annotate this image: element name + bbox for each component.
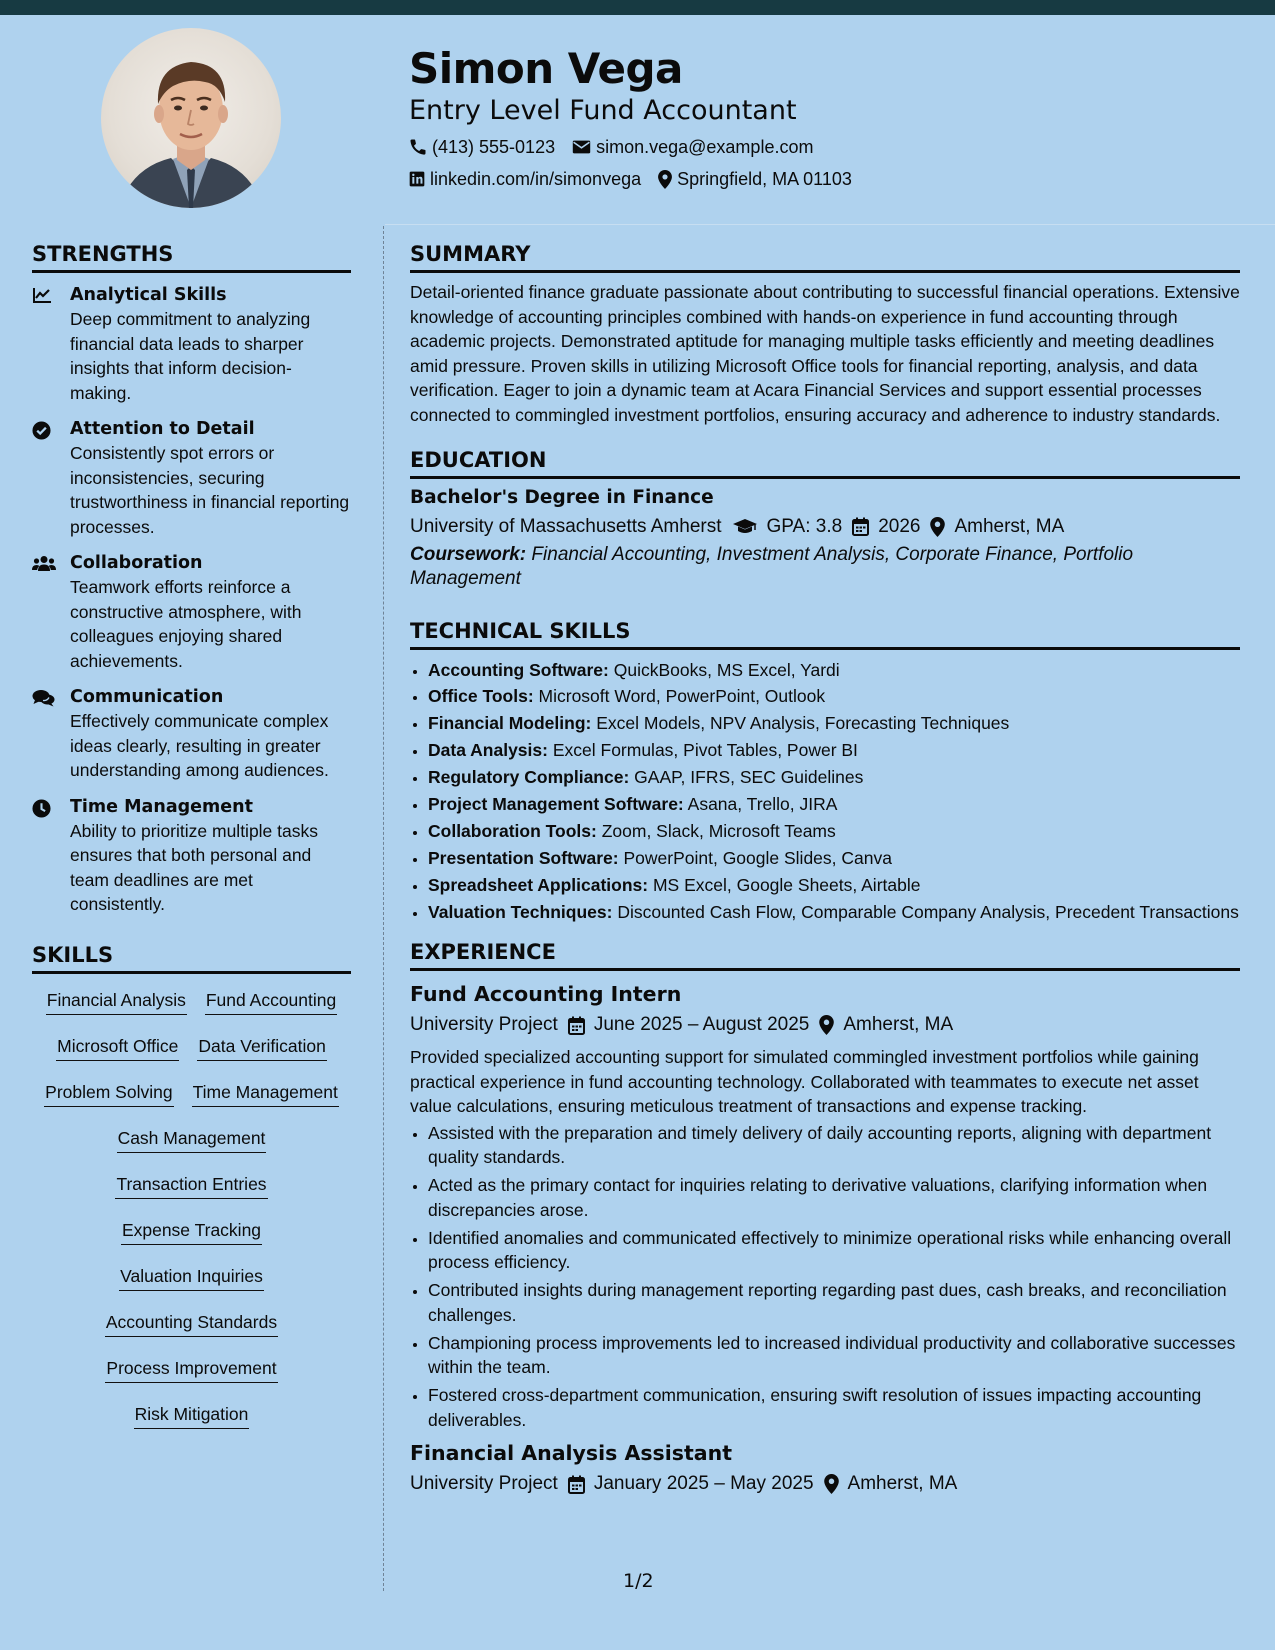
technical-skills-list	[410, 658, 1240, 925]
date-range: January 2025 – May 2025	[593, 1473, 814, 1495]
skill-tag: Expense Tracking	[121, 1218, 262, 1245]
calendar-icon	[568, 1016, 585, 1035]
list-item	[428, 846, 1240, 871]
linkedin-url: linkedin.com/in/simonvega	[430, 168, 642, 189]
list-item: • Assisted with the preparation and timely delivery of daily accounting reports, aligning with department quality standards.	[428, 1121, 1240, 1170]
skill-tag: Time Management	[192, 1080, 339, 1107]
skill-tag: Risk Mitigation	[134, 1402, 250, 1429]
strength-item	[32, 551, 351, 673]
strength-description: Ability to prioritize multiple tasks ensures that both personal and team deadlines are met consistently.	[70, 820, 318, 914]
chart-line-icon	[32, 283, 70, 309]
list-item	[428, 873, 1240, 898]
map-pin-icon	[824, 1474, 839, 1494]
strength-description: Effectively communicate complex ideas clearly, resulting in greater understanding among audiences.	[70, 711, 329, 780]
school-name: University of Massachusetts Amherst	[410, 515, 722, 537]
skill-category: Project Management Software:	[428, 794, 684, 815]
list-item	[428, 738, 1240, 763]
candidate-name: Simon Vega	[409, 44, 683, 93]
linkedin-icon	[409, 171, 425, 187]
skill-values: Asana, Trello, JIRA	[687, 794, 838, 815]
skill-values: Zoom, Slack, Microsoft Teams	[601, 820, 836, 841]
location-text: Springfield, MA 01103	[677, 168, 852, 189]
skill-tag: Accounting Standards	[105, 1310, 278, 1337]
skill-tag: Financial Analysis	[46, 988, 187, 1015]
date-range: June 2025 – August 2025	[593, 1014, 810, 1036]
map-pin-icon	[819, 1015, 834, 1035]
gpa-value: GPA: 3.8	[766, 515, 843, 537]
top-accent-bar	[0, 0, 1275, 15]
skill-tag: Fund Accounting	[205, 988, 337, 1015]
summary-heading: SUMMARY	[410, 238, 1240, 273]
skill-category: Regulatory Compliance:	[428, 767, 630, 788]
skill-category: Spreadsheet Applications:	[428, 874, 649, 895]
position-location: Amherst, MA	[843, 1014, 954, 1036]
list-item: • Fostered cross-department communication, ensuring swift resolution of issues impacting accounting deliverables.	[428, 1383, 1240, 1432]
skill-values: Discounted Cash Flow, Comparable Company Analysis, Precedent Transactions	[617, 901, 1239, 922]
strength-description: Consistently spot errors or inconsistencies, securing trustworthiness in financial reporting processes.	[70, 443, 350, 537]
skill-tag: Valuation Inquiries	[119, 1264, 264, 1291]
skills-heading: SKILLS	[32, 939, 351, 974]
phone-icon	[409, 138, 427, 156]
strength-title: Time Management	[70, 796, 253, 817]
summary-text: Detail-oriented finance graduate passionate about contributing to successful financial operations. Extensive knowledge of accounting principles combined with hands-on experience in fund accounting through academic projects. Demonstrated aptitude for managing multiple tasks efficiently and meeting deadlines amid pressure. Proven skills in utilizing Microsoft Office tools for financial reporting, analysis, and data verification. Eager to join a dynamic team at Acara Financial Services and support essential processes connected to commingled investment portfolios, ensuring accuracy and adherence to industry standards.	[410, 282, 1240, 425]
strength-item	[32, 417, 351, 539]
strength-title: Analytical Skills	[70, 285, 227, 305]
skills-list	[32, 988, 351, 1448]
degree-name: Bachelor's Degree in Finance	[410, 486, 714, 508]
column-divider	[383, 226, 384, 1591]
coursework-label: Coursework:	[410, 543, 527, 565]
graduation-year: 2026	[878, 515, 921, 537]
position-description: Provided specialized accounting support for simulated commingled investment portfolios while gaining practical experience in fund accounting technology. Collaborated with teammates to execute net asset value calculations, ensuring meticulous treatment of transactions and expense tracking.	[410, 1047, 1199, 1117]
position-location: Amherst, MA	[847, 1473, 958, 1495]
list-item	[428, 658, 1240, 683]
skill-values: GAAP, IFRS, SEC Guidelines	[634, 767, 864, 788]
strength-title: Collaboration	[70, 553, 203, 573]
location-contact	[658, 169, 852, 190]
skill-category: Accounting Software:	[428, 659, 609, 680]
linkedin-contact[interactable]	[409, 169, 641, 190]
experience-section	[410, 936, 1240, 1500]
skill-tag: Cash Management	[117, 1126, 267, 1153]
experience-entry	[410, 979, 1240, 1432]
strength-item	[32, 795, 351, 917]
phone-contact[interactable]	[409, 137, 555, 158]
skill-tag: Transaction Entries	[115, 1172, 267, 1199]
list-item	[428, 765, 1240, 790]
map-pin-icon	[930, 517, 945, 537]
strength-description: Teamwork efforts reinforce a constructive atmosphere, with colleagues enjoying shared achievements.	[70, 577, 302, 671]
strength-title: Attention to Detail	[70, 419, 255, 439]
skill-values: QuickBooks, MS Excel, Yardi	[613, 659, 840, 680]
skill-values: PowerPoint, Google Slides, Canva	[623, 847, 892, 868]
skill-tag: Microsoft Office	[56, 1034, 179, 1061]
position-title: Financial Analysis Assistant	[410, 1441, 733, 1466]
skill-category: Collaboration Tools:	[428, 820, 597, 841]
education-section	[410, 444, 1240, 591]
list-item	[428, 684, 1240, 709]
left-column	[32, 238, 351, 1448]
strength-title: Communication	[70, 687, 224, 707]
list-item: • Identified anomalies and communicated effectively to minimize operational risks while enhancing overall process efficiency.	[428, 1226, 1240, 1275]
contact-row-2	[409, 163, 869, 195]
technical-skills-section	[410, 615, 1240, 925]
coursework-list: Financial Accounting, Investment Analysis, Corporate Finance, Portfolio Management	[410, 543, 1134, 589]
list-item	[428, 711, 1240, 736]
header-divider	[385, 224, 1275, 225]
list-item: • Contributed insights during management reporting regarding past dues, cash breaks, and reconciliation challenges.	[428, 1278, 1240, 1327]
calendar-icon	[568, 1475, 585, 1494]
contact-row-1	[409, 131, 869, 163]
achievement-list	[410, 1121, 1240, 1433]
experience-heading: EXPERIENCE	[410, 936, 1240, 971]
clock-icon	[32, 795, 70, 823]
list-item	[428, 819, 1240, 844]
users-icon	[32, 551, 70, 577]
skill-tag: Problem Solving	[44, 1080, 173, 1107]
position-meta	[410, 1468, 1240, 1500]
skill-category: Valuation Techniques:	[428, 901, 613, 922]
right-column	[410, 238, 1240, 1500]
list-item: • Championing process improvements led to increased individual productivity and collaborative successes within the team.	[428, 1331, 1240, 1380]
strength-item	[32, 685, 351, 783]
list-item	[428, 900, 1240, 925]
graduation-cap-icon	[732, 518, 758, 536]
skill-category: Office Tools:	[428, 686, 534, 707]
skill-category: Presentation Software:	[428, 847, 619, 868]
strengths-heading: STRENGTHS	[32, 238, 351, 273]
coursework	[410, 543, 1240, 591]
check-circle-icon	[32, 417, 70, 445]
position-meta	[410, 1009, 1240, 1041]
organization: University Project	[410, 1473, 558, 1495]
skill-values: MS Excel, Google Sheets, Airtable	[652, 874, 921, 895]
map-pin-icon	[658, 170, 672, 189]
position-title: Fund Accounting Intern	[410, 982, 682, 1007]
calendar-icon	[852, 517, 869, 536]
list-item: • Acted as the primary contact for inquiries relating to derivative valuations, clarifying information when discrepancies arose.	[428, 1173, 1240, 1222]
skill-category: Data Analysis:	[428, 740, 548, 761]
strength-item	[32, 283, 351, 405]
strength-description: Deep commitment to analyzing financial data leads to sharper insights that inform decision-making.	[70, 309, 311, 403]
experience-entry	[410, 1438, 1240, 1500]
school-location: Amherst, MA	[954, 515, 1065, 537]
education-meta	[410, 511, 1240, 543]
skill-values: Excel Formulas, Pivot Tables, Power BI	[552, 740, 858, 761]
email-contact[interactable]	[572, 137, 813, 158]
education-heading: EDUCATION	[410, 444, 1240, 479]
resume-header	[409, 40, 869, 195]
skill-values: Microsoft Word, PowerPoint, Outlook	[538, 686, 826, 707]
skill-tag: Process Improvement	[105, 1356, 277, 1383]
comments-icon	[32, 685, 70, 712]
phone-number: (413) 555-0123	[432, 136, 556, 157]
skill-category: Financial Modeling:	[428, 713, 592, 734]
skill-tag: Data Verification	[197, 1034, 326, 1061]
envelope-icon	[572, 139, 591, 155]
job-title: Entry Level Fund Accountant	[409, 95, 797, 126]
list-item	[428, 792, 1240, 817]
email-address: simon.vega@example.com	[596, 136, 814, 157]
profile-photo	[101, 28, 281, 208]
skill-values: Excel Models, NPV Analysis, Forecasting Techniques	[596, 713, 1010, 734]
technical-skills-heading: TECHNICAL SKILLS	[410, 615, 1240, 650]
organization: University Project	[410, 1014, 558, 1036]
page-number: 1/2	[623, 1570, 654, 1592]
